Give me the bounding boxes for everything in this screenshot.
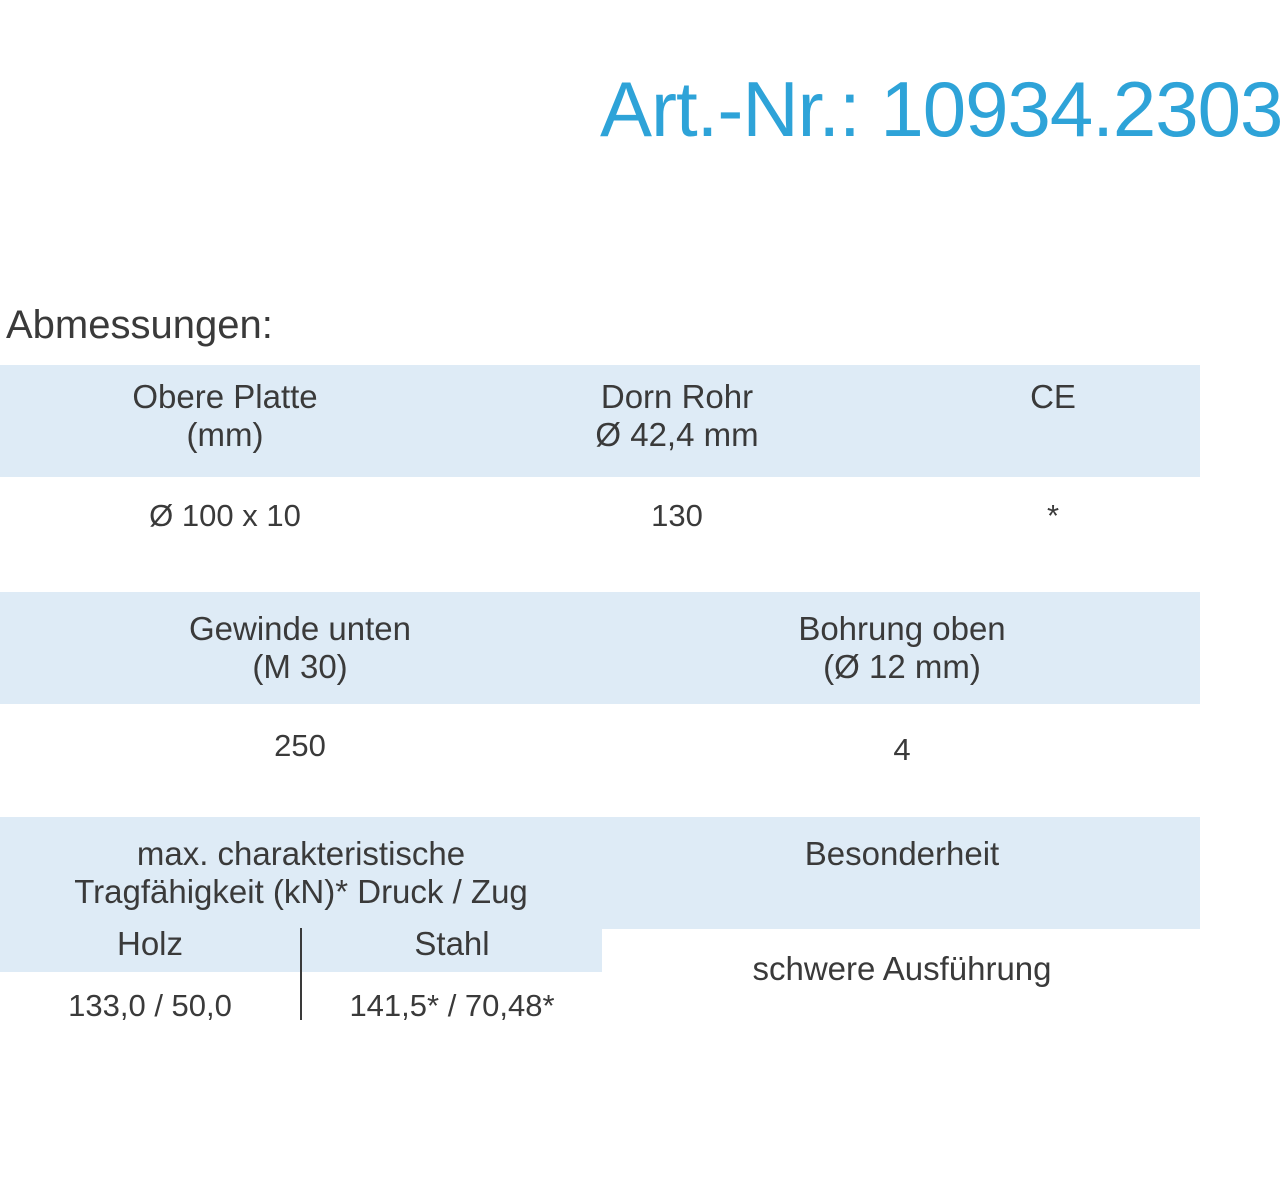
header-line: max. charakteristische [136, 835, 466, 872]
table1-value-dorn-rohr: 130 [651, 498, 703, 533]
table2-value-gewinde-unten: 250 [274, 728, 326, 763]
header-line: (M 30) [252, 647, 348, 685]
table3-subheader-holz: Holz [116, 925, 184, 962]
header-line: Tragfähigkeit (kN)* Druck / Zug [74, 872, 528, 910]
table1-header-ce [953, 378, 1153, 416]
table1-header-dorn-rohr [527, 378, 827, 454]
table3-header-band-right [602, 817, 1200, 929]
header-line: Gewinde unten [189, 610, 411, 647]
header-line: Ø 42,4 mm [595, 415, 759, 453]
table3-value-besonderheit: schwere Ausführung [752, 950, 1052, 987]
table3-value-stahl: 141,5* / 70,48* [349, 988, 555, 1023]
table2-header-gewinde-unten [100, 610, 500, 686]
header-line: (Ø 12 mm) [823, 647, 981, 685]
table2-header-bohrung-oben [702, 610, 1102, 686]
header-line: Bohrung oben [798, 610, 1006, 647]
table1-value-ce: * [1046, 498, 1060, 533]
table2-value-bohrung-oben: 4 [893, 732, 911, 767]
header-line: (mm) [186, 415, 264, 453]
table3-header-capacity [0, 835, 602, 911]
header-line: Obere Platte [132, 378, 318, 415]
table3-header-besonderheit: Besonderheit [804, 835, 1000, 872]
table1-value-obere-platte: Ø 100 x 10 [149, 498, 301, 533]
article-number: Art.-Nr.: 10934.2303 [600, 65, 1282, 153]
table1-header-obere-platte [75, 378, 375, 454]
table3-value-holz: 133,0 / 50,0 [68, 988, 232, 1023]
header-line: Dorn Rohr [600, 378, 754, 415]
table3-subheader-stahl: Stahl [414, 925, 490, 962]
section-title: Abmessungen: [6, 303, 273, 347]
header-line: CE [1030, 378, 1076, 415]
